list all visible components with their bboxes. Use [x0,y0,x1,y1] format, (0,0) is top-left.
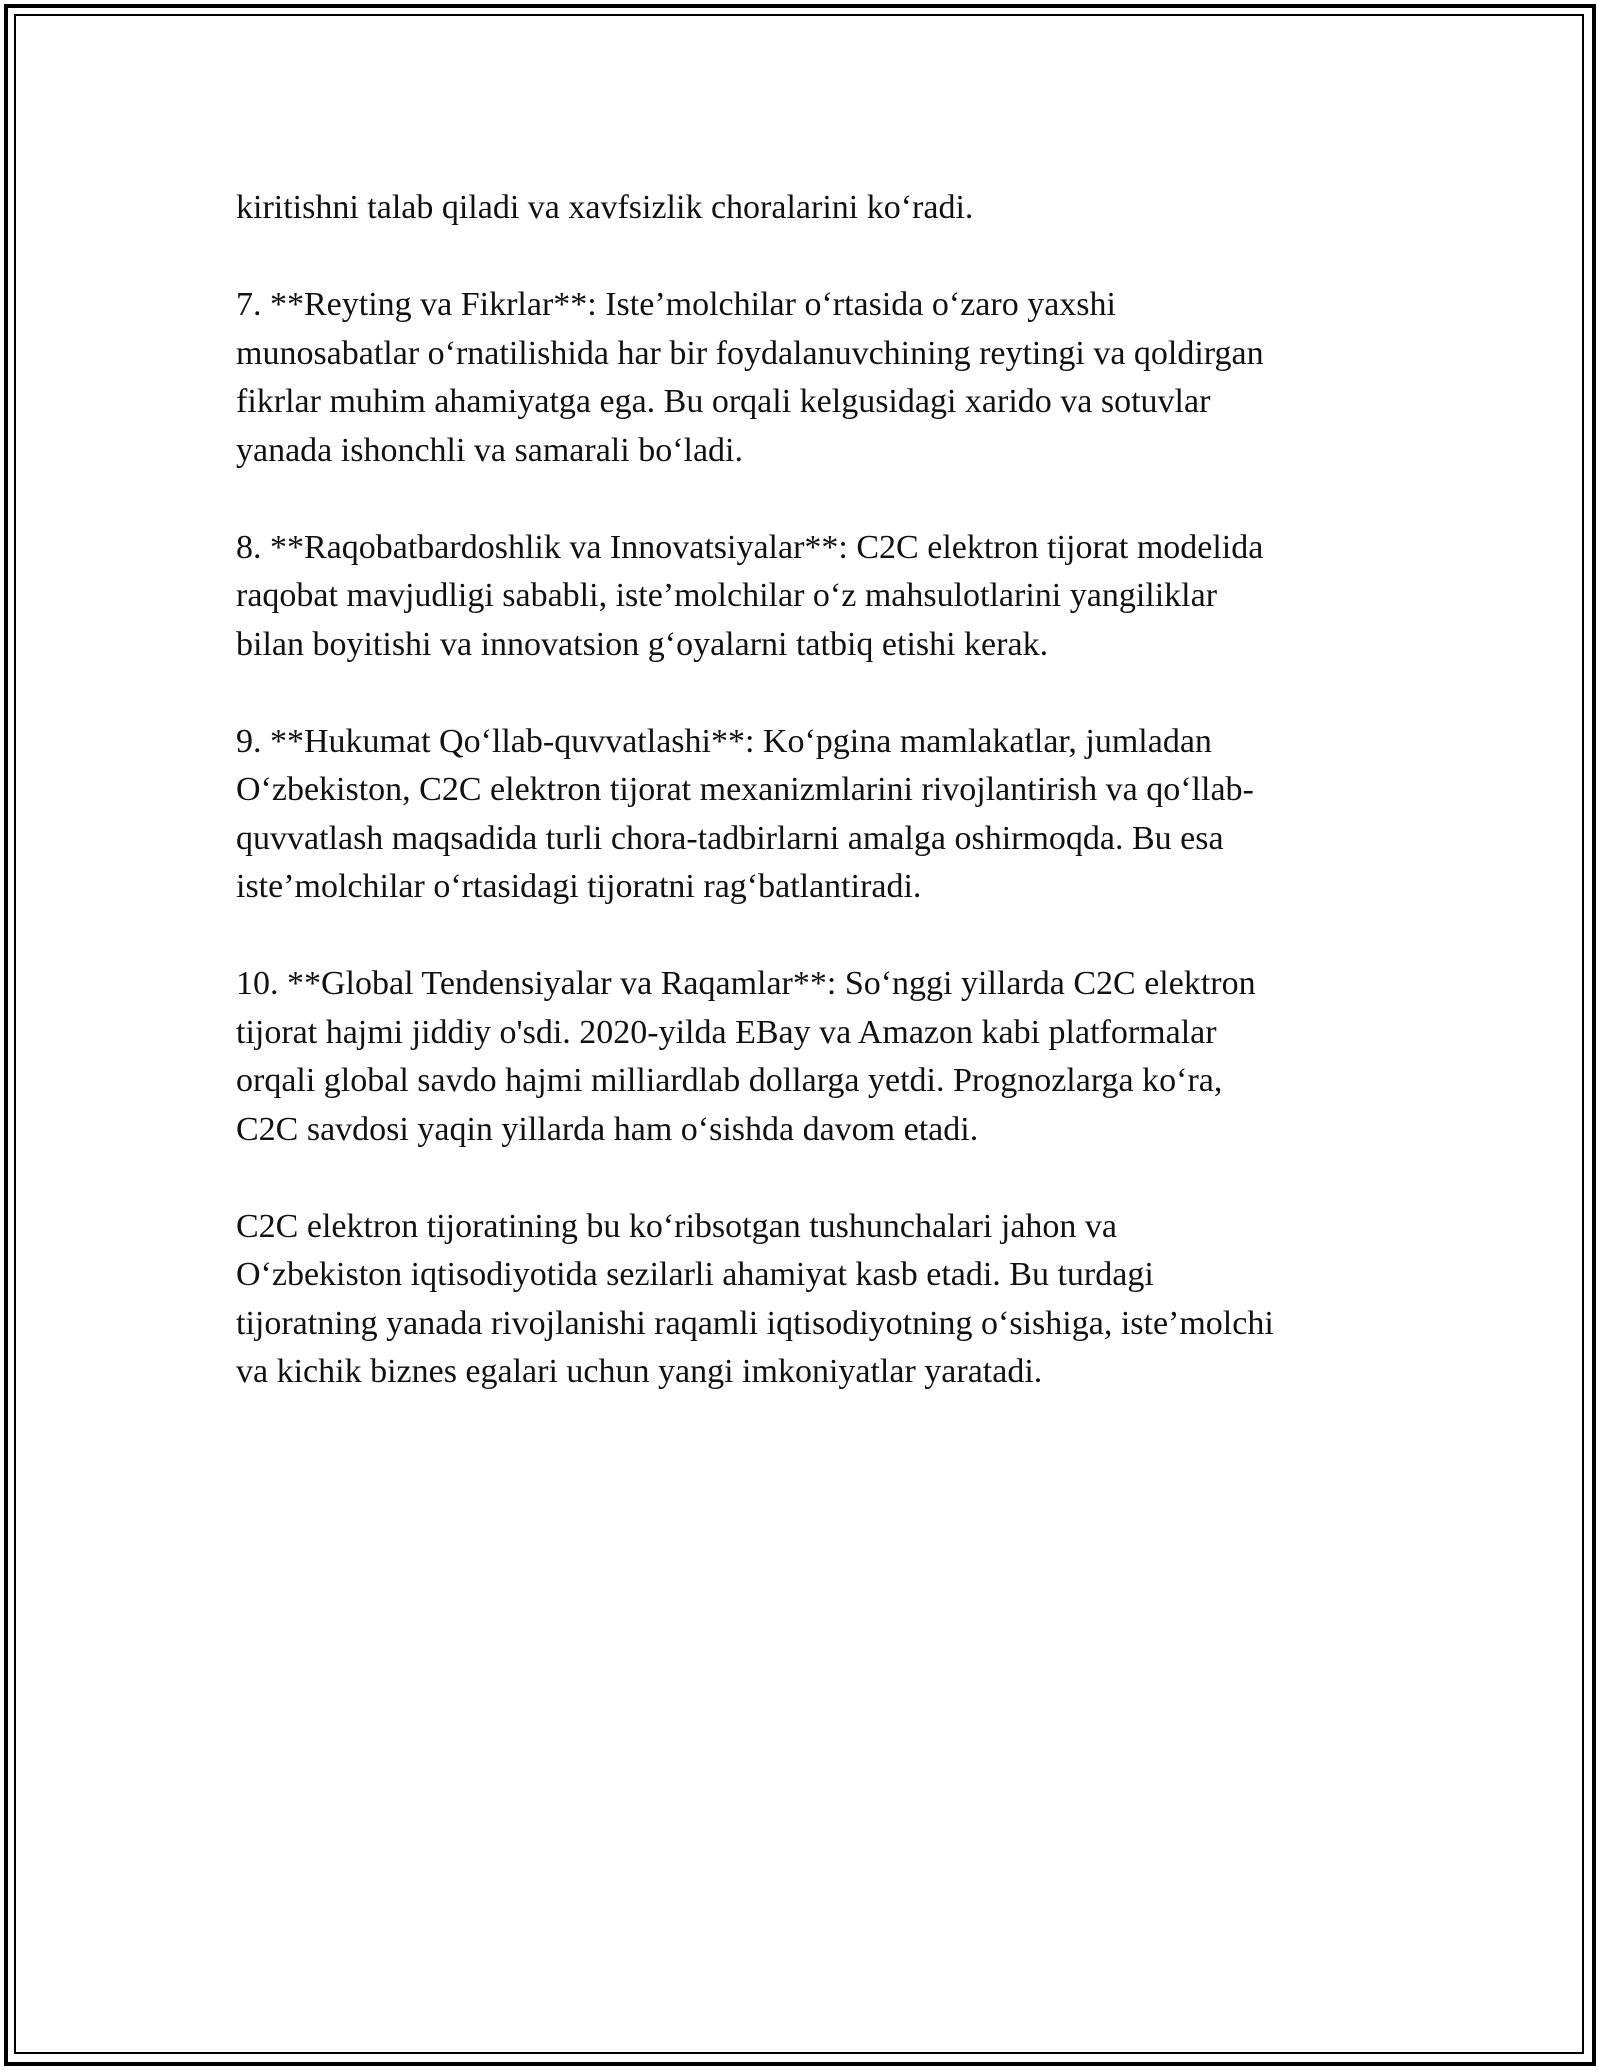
text-line: raqobat mavjudligi sababli, iste’molchilar o‘z mahsulotlarini yangiliklar [236,577,1218,614]
text-line: yanada ishonchli va samarali bo‘ladi. [236,431,743,469]
text-line: va kichik biznes egalari uchun yangi imkoniyatlar yaratadi. [236,1353,1043,1390]
text-line: fikrlar muhim ahamiyatga ega. Bu orqali kelgusidagi xarido va sotuvlar [236,383,1211,420]
text-line: tijorat hajmi jiddiy o'sdi. 2020-yilda EBay va Amazon kabi platformalar [236,1013,1217,1051]
text-line: kiritishni talab qiladi va xavfsizlik choralarini ko‘radi. [236,189,974,226]
text-line: 8. **Raqobatbardoshlik va Innovatsiyalar**: C2C elektron tijorat modelida [236,528,1264,566]
text-line: orqali global savdo hajmi milliardlab dollarga yetdi. Prognozlarga ko‘ra, [236,1062,1223,1099]
paragraph-item-10 [236,960,1366,1154]
paragraph-item-7 [236,281,1366,475]
text-line: O‘zbekiston, C2C elektron tijorat mexanizmlarini rivojlantirish va qo‘llab- [236,771,1254,808]
text-line: bilan boyitishi va innovatsion g‘oyalarni tatbiq etishi kerak. [236,625,1049,663]
text-line: 10. **Global Tendensiyalar va Raqamlar**: So‘nggi yillarda C2C elektron [236,965,1256,1002]
text-line: munosabatlar o‘rnatilishida har bir foydalanuvchining reytingi va qoldirgan [236,334,1264,372]
text-line: O‘zbekiston iqtisodiyotida sezilarli ahamiyat kasb etadi. Bu turdagi [236,1256,1154,1293]
paragraph-continuation [236,184,1366,233]
paragraph-item-8 [236,524,1366,670]
text-line: C2C elektron tijoratining bu ko‘ribsotgan tushunchalari jahon va [236,1207,1117,1245]
document-body [236,184,1366,1445]
text-line: 9. **Hukumat Qo‘llab-quvvatlashi**: Ko‘pgina mamlakatlar, jumladan [236,722,1212,760]
text-line: 7. **Reyting va Fikrlar**: Iste’molchilar o‘rtasida o‘zaro yaxshi [236,286,1116,323]
text-line: tijoratning yanada rivojlanishi raqamli iqtisodiyotning o‘sishiga, iste’molchi [236,1304,1274,1342]
paragraph-item-9 [236,718,1366,912]
paragraph-conclusion [236,1203,1366,1397]
text-line: iste’molchilar o‘rtasidagi tijoratni rag‘batlantiradi. [236,868,922,905]
text-line: C2C savdosi yaqin yillarda ham o‘sishda davom etadi. [236,1110,979,1148]
text-line: quvvatlash maqsadida turli chora-tadbirlarni amalga oshirmoqda. Bu esa [236,819,1224,857]
